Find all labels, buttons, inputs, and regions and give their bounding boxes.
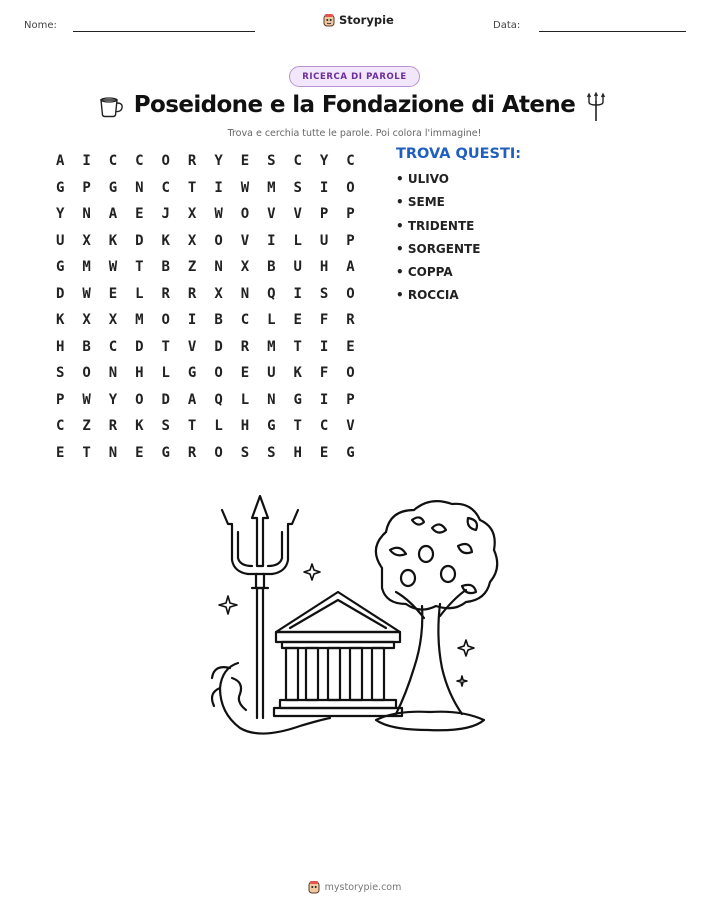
grid-letter[interactable]: R: [161, 285, 170, 302]
grid-letter[interactable]: N: [135, 179, 144, 196]
grid-letter[interactable]: Y: [55, 206, 65, 223]
temple-illustration: [274, 592, 402, 716]
word-search-grid: [47, 148, 367, 466]
grid-letter[interactable]: G: [267, 418, 276, 435]
grid-letter[interactable]: Q: [214, 391, 223, 408]
grid-letter[interactable]: X: [108, 312, 118, 329]
grid-row: [47, 440, 367, 467]
grid-letter[interactable]: K: [161, 232, 170, 249]
grid-letter[interactable]: R: [108, 418, 118, 435]
grid-letter[interactable]: E: [240, 365, 250, 382]
grid-letter[interactable]: W: [82, 391, 91, 408]
grid-letter[interactable]: P: [82, 179, 91, 196]
grid-row: [47, 148, 367, 175]
grid-letter[interactable]: T: [187, 418, 197, 435]
grid-letter[interactable]: P: [55, 391, 65, 408]
grid-row: [47, 360, 367, 387]
grid-letter[interactable]: L: [240, 391, 250, 408]
word-item: • SEME: [396, 195, 445, 210]
grid-letter[interactable]: I: [267, 232, 276, 249]
grid-letter[interactable]: C: [108, 338, 118, 355]
grid-letter[interactable]: O: [240, 206, 250, 223]
word-item: • ROCCIA: [396, 288, 459, 303]
grid-letter[interactable]: O: [214, 365, 223, 382]
date-label: Data:: [493, 20, 521, 31]
grid-letter[interactable]: R: [187, 285, 197, 302]
grid-letter[interactable]: O: [135, 391, 144, 408]
grid-letter[interactable]: Z: [187, 259, 197, 276]
grid-letter[interactable]: Q: [267, 285, 276, 302]
instructions: Trova e cerchia tutte le parole. Poi colora l'immagine!: [227, 128, 482, 139]
grid-letter[interactable]: D: [135, 338, 144, 355]
grid-row: [47, 201, 367, 228]
grid-letter[interactable]: T: [135, 259, 144, 276]
grid-letter[interactable]: U: [293, 259, 302, 276]
grid-letter[interactable]: N: [240, 285, 250, 302]
grid-letter[interactable]: E: [55, 444, 65, 461]
grid-letter[interactable]: O: [214, 232, 223, 249]
grid-letter[interactable]: O: [346, 365, 355, 382]
grid-letter[interactable]: P: [319, 206, 329, 223]
trident-icon: [585, 92, 607, 122]
olive-tree-illustration: [376, 501, 497, 730]
grid-letter[interactable]: W: [108, 259, 118, 276]
grid-letter[interactable]: A: [108, 206, 118, 223]
grid-letter[interactable]: N: [108, 365, 118, 382]
grid-letter[interactable]: G: [55, 179, 65, 196]
brand-logo: [323, 13, 394, 27]
wave-illustration: [212, 663, 330, 734]
grid-letter[interactable]: V: [187, 338, 197, 355]
word-list-heading: TROVA QUESTI:: [396, 146, 522, 162]
grid-letter[interactable]: D: [161, 391, 170, 408]
grid-letter[interactable]: L: [267, 312, 276, 329]
grid-letter[interactable]: S: [267, 153, 276, 170]
grid-letter[interactable]: J: [161, 206, 170, 223]
grid-letter[interactable]: F: [319, 312, 329, 329]
grid-letter[interactable]: E: [108, 285, 118, 302]
grid-letter[interactable]: E: [135, 444, 144, 461]
grid-letter[interactable]: K: [108, 232, 118, 249]
grid-row: [47, 175, 367, 202]
grid-letter[interactable]: E: [319, 444, 329, 461]
grid-letter[interactable]: P: [346, 391, 355, 408]
grid-letter[interactable]: L: [293, 232, 302, 249]
grid-letter[interactable]: C: [55, 418, 65, 435]
grid-letter[interactable]: V: [293, 206, 302, 223]
grid-letter[interactable]: T: [293, 418, 302, 435]
name-line: [73, 31, 255, 32]
grid-letter[interactable]: L: [161, 365, 170, 382]
grid-letter[interactable]: I: [293, 285, 302, 302]
footer-url: mystorypie.com: [324, 881, 402, 893]
grid-letter[interactable]: B: [214, 312, 223, 329]
grid-letter[interactable]: M: [82, 259, 91, 276]
grid-letter[interactable]: C: [319, 418, 329, 435]
grid-letter[interactable]: O: [82, 365, 91, 382]
grid-letter[interactable]: P: [346, 232, 355, 249]
word-item: • TRIDENTE: [396, 218, 475, 233]
grid-letter[interactable]: C: [293, 153, 302, 170]
name-label: Nome:: [24, 20, 57, 31]
grid-letter[interactable]: K: [55, 312, 65, 329]
grid-letter[interactable]: F: [319, 365, 329, 382]
grid-letter[interactable]: O: [346, 179, 355, 196]
grid-row: [47, 254, 367, 281]
grid-letter[interactable]: C: [161, 179, 170, 196]
grid-letter[interactable]: W: [82, 285, 91, 302]
brand-name: Storypie: [339, 13, 394, 27]
grid-letter[interactable]: H: [135, 365, 144, 382]
grid-letter[interactable]: X: [82, 232, 91, 249]
grid-letter[interactable]: R: [187, 444, 197, 461]
grid-letter[interactable]: Y: [214, 153, 223, 170]
grid-letter[interactable]: H: [240, 418, 250, 435]
grid-letter[interactable]: I: [319, 179, 329, 196]
grid-letter[interactable]: S: [319, 285, 329, 302]
date-line: [539, 31, 686, 32]
grid-letter[interactable]: A: [55, 153, 65, 170]
grid-letter[interactable]: E: [293, 312, 302, 329]
grid-letter[interactable]: X: [82, 312, 91, 329]
grid-letter[interactable]: O: [161, 153, 170, 170]
grid-letter[interactable]: E: [240, 153, 250, 170]
grid-letter[interactable]: T: [293, 338, 302, 355]
word-item: • ULIVO: [396, 172, 449, 186]
grid-letter[interactable]: S: [161, 418, 170, 435]
grid-letter[interactable]: K: [293, 365, 302, 382]
grid-row: [47, 228, 367, 255]
grid-letter[interactable]: U: [319, 232, 329, 249]
coloring-illustration: [200, 488, 500, 750]
grid-letter[interactable]: D: [135, 232, 144, 249]
grid-letter[interactable]: C: [346, 153, 355, 170]
grid-letter[interactable]: S: [240, 444, 250, 461]
grid-letter[interactable]: R: [187, 153, 197, 170]
grid-letter[interactable]: M: [267, 179, 276, 196]
grid-letter[interactable]: Y: [108, 391, 118, 408]
grid-letter[interactable]: B: [82, 338, 91, 355]
grid-letter[interactable]: I: [319, 338, 329, 355]
grid-letter[interactable]: S: [267, 444, 276, 461]
grid-letter[interactable]: I: [82, 153, 91, 170]
footer: [0, 880, 709, 894]
word-list: [396, 146, 521, 312]
grid-letter[interactable]: T: [187, 179, 197, 196]
grid-letter[interactable]: W: [240, 179, 250, 196]
grid-letter[interactable]: U: [55, 232, 65, 249]
grid-row: [47, 413, 367, 440]
grid-letter[interactable]: M: [135, 312, 144, 329]
grid-letter[interactable]: K: [135, 418, 144, 435]
grid-letter[interactable]: I: [214, 179, 223, 196]
grid-letter[interactable]: N: [267, 391, 276, 408]
grid-letter[interactable]: Z: [82, 418, 91, 435]
grid-letter[interactable]: E: [346, 338, 355, 355]
grid-letter[interactable]: W: [214, 206, 223, 223]
grid-letter[interactable]: P: [346, 206, 355, 223]
grid-letter[interactable]: O: [161, 312, 170, 329]
storypie-mascot-icon: [323, 13, 335, 27]
grid-letter[interactable]: R: [240, 338, 250, 355]
grid-letter[interactable]: A: [187, 391, 197, 408]
grid-letter[interactable]: B: [267, 259, 276, 276]
grid-letter[interactable]: H: [55, 338, 65, 355]
grid-letter[interactable]: U: [267, 365, 276, 382]
grid-letter[interactable]: V: [346, 418, 355, 435]
grid-letter[interactable]: O: [346, 285, 355, 302]
grid-letter[interactable]: D: [214, 338, 223, 355]
grid-letter[interactable]: T: [161, 338, 170, 355]
grid-letter[interactable]: C: [108, 153, 118, 170]
grid-letter[interactable]: V: [240, 232, 250, 249]
word-item: • SORGENTE: [396, 241, 481, 256]
grid-letter[interactable]: A: [346, 259, 355, 276]
grid-letter[interactable]: D: [55, 285, 65, 302]
grid-letter[interactable]: C: [240, 312, 250, 329]
grid-letter[interactable]: T: [82, 444, 91, 461]
grid-row: [47, 334, 367, 361]
grid-letter[interactable]: N: [214, 259, 223, 276]
grid-letter[interactable]: I: [319, 391, 329, 408]
grid-letter[interactable]: S: [55, 365, 65, 382]
grid-letter[interactable]: M: [267, 338, 276, 355]
grid-row: [47, 281, 367, 308]
grid-row: [47, 307, 367, 334]
grid-letter[interactable]: G: [161, 444, 170, 461]
grid-letter[interactable]: N: [108, 444, 118, 461]
grid-letter[interactable]: H: [319, 259, 329, 276]
grid-letter[interactable]: X: [214, 285, 223, 302]
grid-letter[interactable]: Y: [319, 153, 329, 170]
grid-letter[interactable]: S: [293, 179, 302, 196]
grid-letter[interactable]: C: [135, 153, 144, 170]
grid-letter[interactable]: R: [346, 312, 355, 329]
grid-letter[interactable]: G: [346, 444, 355, 461]
grid-letter[interactable]: N: [82, 206, 91, 223]
grid-letter[interactable]: B: [161, 259, 170, 276]
grid-letter[interactable]: V: [267, 206, 276, 223]
grid-letter[interactable]: E: [135, 206, 144, 223]
grid-letter[interactable]: I: [187, 312, 197, 329]
storypie-mascot-icon: [308, 880, 320, 894]
grid-letter[interactable]: L: [214, 418, 223, 435]
category-badge: RICERCA DI PAROLE: [289, 66, 420, 87]
grid-letter[interactable]: X: [187, 232, 197, 249]
grid-letter[interactable]: G: [55, 259, 65, 276]
grid-letter[interactable]: G: [108, 179, 118, 196]
page-title: Poseidone e la Fondazione di Atene: [133, 92, 576, 118]
grid-letter[interactable]: L: [135, 285, 144, 302]
word-item: • COPPA: [396, 265, 453, 280]
grid-letter[interactable]: H: [293, 444, 302, 461]
grid-letter[interactable]: G: [293, 391, 302, 408]
grid-row: [47, 387, 367, 414]
grid-letter[interactable]: G: [187, 365, 197, 382]
grid-letter[interactable]: X: [240, 259, 250, 276]
grid-letter[interactable]: O: [214, 444, 223, 461]
grid-letter[interactable]: X: [187, 206, 197, 223]
